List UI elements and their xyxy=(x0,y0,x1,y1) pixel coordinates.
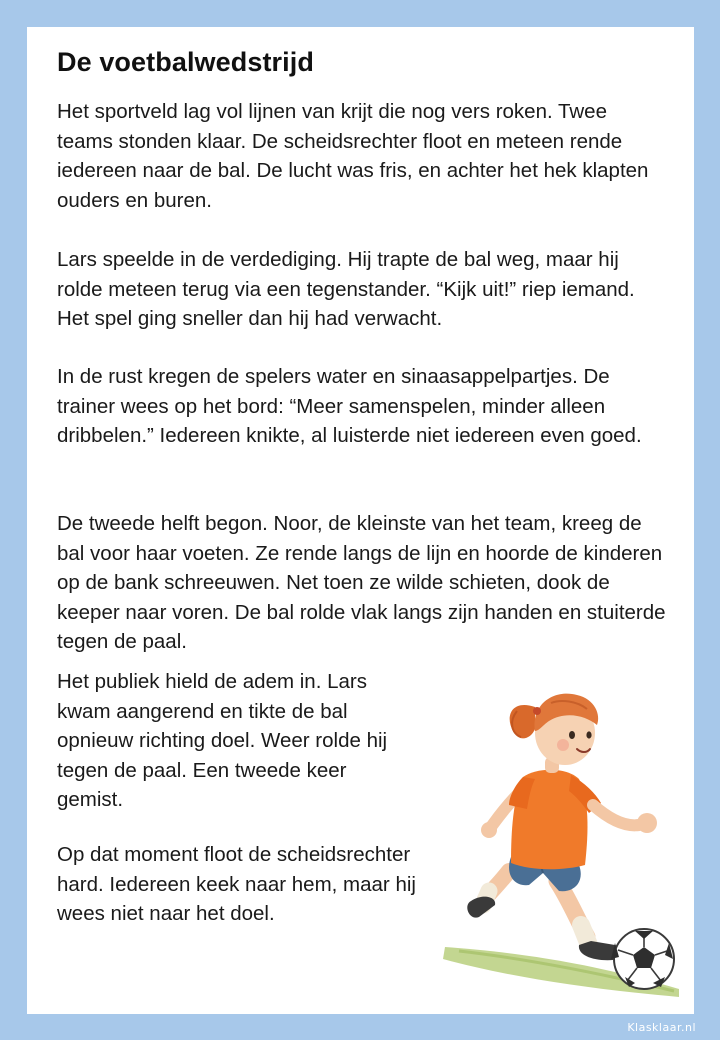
girl-kicking-soccer-ball-icon xyxy=(439,659,689,999)
worksheet-page xyxy=(27,27,694,1014)
paragraph-5: Het publiek hield de adem in. Lars kwam aangerend en tikte de bal opnieuw richting doel. Weer rolde hij tegen de paal. Een tweede keer gemist. xyxy=(57,670,388,811)
paragraph-3: In de rust kregen de spelers water en sinaasappelpartjes. De trainer wees op het bord: “Meer samenspelen, minder alleen dribbelen.” Iedereen knikte, al luisterde niet iedereen even goed. xyxy=(57,365,642,447)
paragraph-2: Lars speelde in de verdediging. Hij trapte de bal weg, maar hij rolde meteen terug via een tegenstander. “Kijk uit!” riep iemand. Het spel ging sneller dan hij had verwacht. xyxy=(57,248,635,330)
paragraph-6: Op dat moment floot de scheidsrechter hard. Iedereen keek naar hem, maar hij wees niet naar het doel. xyxy=(57,843,416,925)
brand-watermark: Klasklaar.nl xyxy=(627,1021,696,1034)
paragraph-4: De tweede helft begon. Noor, de kleinste van het team, kreeg de bal voor haar voeten. Ze rende langs de lijn en hoorde de kinderen op de bank schreeuwen. Net toen ze wilde schieten, dook de keeper naar voren. De bal rolde vlak langs zijn handen en stuiterde tegen de paal. xyxy=(57,512,666,653)
paragraph-1: Het sportveld lag vol lijnen van krijt die nog vers roken. Twee teams stonden klaar. De scheidsrechter floot en meteen rende iedereen naar de bal. De lucht was fris, en achter het hek klapten ouders en buren. xyxy=(57,100,649,212)
page-title: De voetbalwedstrijd xyxy=(57,47,314,77)
